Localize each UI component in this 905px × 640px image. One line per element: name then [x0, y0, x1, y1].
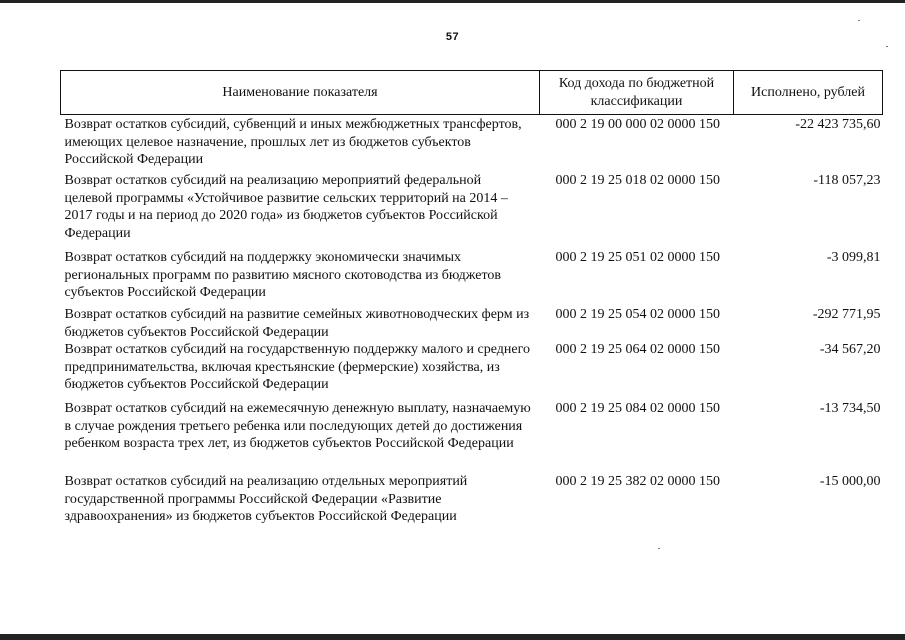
- header-indicator-name: Наименование показателя: [61, 71, 540, 115]
- scan-speck: [658, 548, 660, 549]
- row-revenue-code: 000 2 19 25 054 02 0000 150: [555, 307, 720, 322]
- row-executed-amount: -15 000,00: [819, 474, 881, 489]
- row-revenue-code: 000 2 19 25 382 02 0000 150: [555, 474, 720, 489]
- table-row: [61, 169, 883, 249]
- row-indicator-name: Возврат остатков субсидий на развитие семейных животноводческих ферм из бюджетов субъектов Российской Федерации: [64, 307, 530, 340]
- row-indicator-name: Возврат остатков субсидий на реализацию отдельных мероприятий государственной программы Российской Федерации «Развитие здравоохранения» из бюджетов субъектов Российской Федерации: [64, 474, 468, 524]
- table-row: [61, 249, 883, 304]
- table-row: [61, 400, 883, 473]
- row-revenue-code: 000 2 19 25 064 02 0000 150: [555, 342, 720, 357]
- header-executed-amount: Исполнено, рублей: [734, 71, 883, 115]
- row-revenue-code: 000 2 19 25 051 02 0000 150: [555, 250, 720, 265]
- row-executed-amount: -13 734,50: [819, 401, 881, 416]
- table-row: [61, 304, 883, 341]
- page-number: 57: [445, 31, 460, 43]
- revenue-table: [60, 70, 883, 526]
- row-executed-amount: -292 771,95: [812, 307, 881, 322]
- row-indicator-name: Возврат остатков субсидий, субвенций и иных межбюджетных трансфертов, имеющих целевое назначение, прошлых лет из бюджетов субъектов Российской Федерации: [64, 117, 522, 167]
- table-row: [61, 115, 883, 170]
- scan-speck: [858, 20, 860, 21]
- header-revenue-code: Код дохода по бюджетной классификации: [540, 71, 734, 115]
- scan-top-border: [0, 0, 905, 3]
- row-indicator-name: Возврат остатков субсидий на поддержку экономически значимых региональных программ по развитию мясного скотоводства из бюджетов субъектов Российской Федерации: [64, 250, 502, 300]
- row-executed-amount: -22 423 735,60: [795, 117, 881, 132]
- row-indicator-name: Возврат остатков субсидий на ежемесячную денежную выплату, назначаемую в случае рождения третьего ребенка или последующих детей до достижения ребенком возраста трех лет, из бюджетов субъектов Российской Федерации: [64, 401, 531, 451]
- row-executed-amount: -34 567,20: [819, 342, 881, 357]
- row-executed-amount: -118 057,23: [813, 173, 881, 188]
- table-row: [61, 473, 883, 526]
- row-executed-amount: -3 099,81: [826, 250, 881, 265]
- row-revenue-code: 000 2 19 25 018 02 0000 150: [555, 173, 720, 188]
- row-revenue-code: 000 2 19 00 000 02 0000 150: [555, 117, 720, 132]
- scan-bottom-border: [0, 634, 905, 640]
- table-header-row: [61, 71, 883, 115]
- table-row: [61, 341, 883, 400]
- row-indicator-name: Возврат остатков субсидий на реализацию мероприятий федеральной целевой программы «Устойчивое развитие сельских территорий на 2014 – 2017 годы и на период до 2020 года» из бюджетов субъектов Российской Федерации: [64, 173, 508, 241]
- row-revenue-code: 000 2 19 25 084 02 0000 150: [555, 401, 720, 416]
- row-indicator-name: Возврат остатков субсидий на государственную поддержку малого и среднего предпринимательства, включая крестьянские (фермерские) хозяйства, из бюджетов субъектов Российской Федерации: [64, 342, 530, 392]
- scan-speck: [886, 46, 888, 47]
